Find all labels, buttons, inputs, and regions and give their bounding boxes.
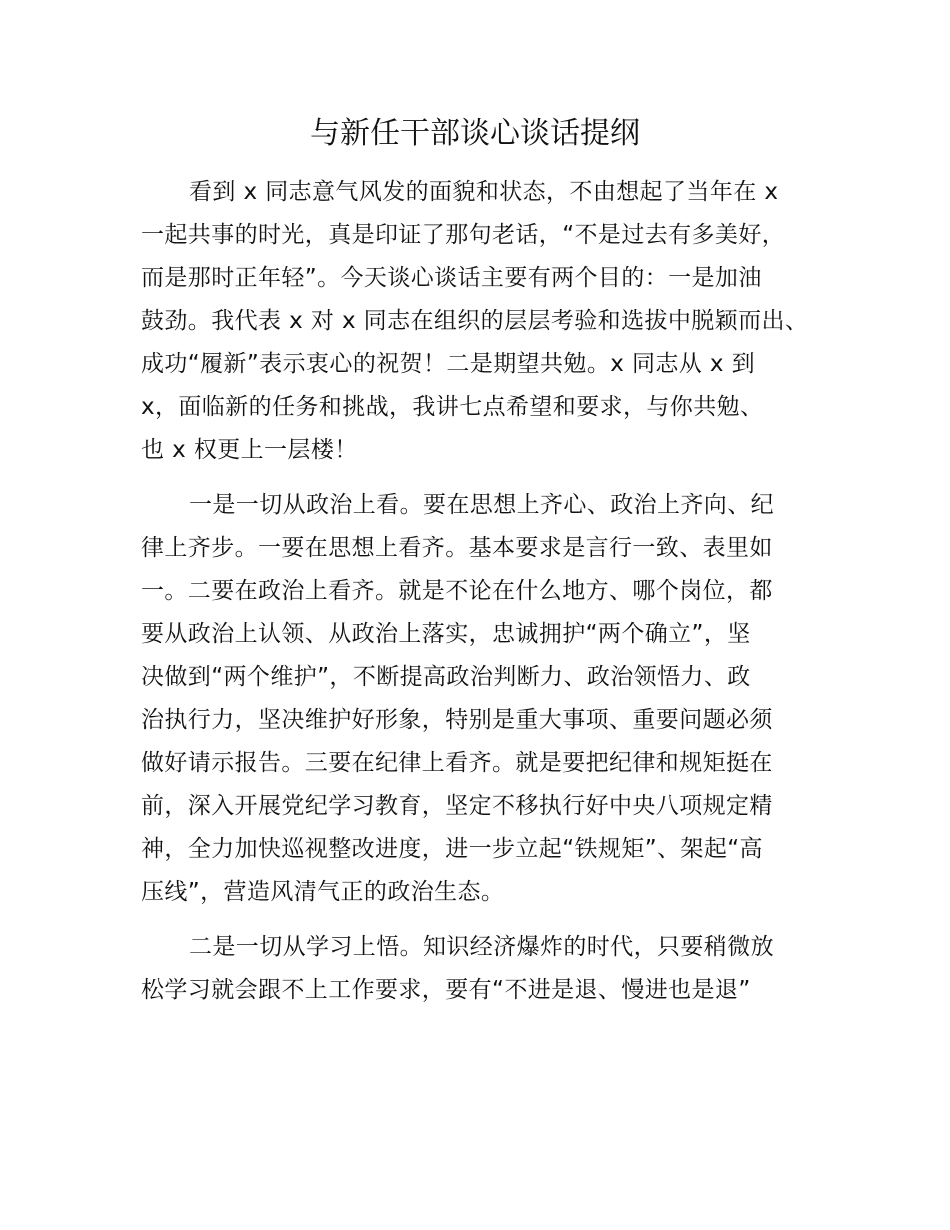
paragraph-1-line-1: 看到 x 同志意气风发的面貌和状态，不由想起了当年在 x (189, 179, 779, 205)
paragraph-3-line-2: 松学习就会跟不上工作要求，要有“不进是退、慢进也是退” (141, 977, 751, 1003)
paragraph-2-line-3: 一。二要在政治上看齐。就是不论在什么地方、哪个岗位，都 (141, 578, 773, 604)
paragraph-1-line-5: 成功“履新”表示衷心的祝贺！二是期望共勉。x 同志从 x 到 (141, 351, 755, 377)
paragraph-2-line-4: 要从政治上认领、从政治上落实，忠诚拥护“两个确立”，坚 (141, 621, 751, 647)
paragraph-2-line-2: 律上齐步。一要在思想上看齐。基本要求是言行一致、表里如 (141, 535, 773, 561)
paragraph-2-line-8: 前，深入开展党纪学习教育，坚定不移执行好中央八项规定精 (141, 793, 773, 819)
paragraph-2-line-1: 一是一切从政治上看。要在思想上齐心、政治上齐向、纪 (189, 492, 774, 518)
paragraph-3-line-1: 二是一切从学习上悟。知识经济爆炸的时代，只要稍微放 (189, 934, 774, 960)
paragraph-1-line-4: 鼓劲。我代表 x 对 x 同志在组织的层层考验和选拔中脱颖而出、 (141, 308, 809, 334)
paragraph-1-line-7: 也 x 权更上一层楼！ (141, 437, 358, 463)
paragraph-2-line-7: 做好请示报告。三要在纪律上看齐。就是要把纪律和规矩挺在 (141, 750, 773, 776)
paragraph-2-line-10: 压线”，营造风清气正的政治生态。 (141, 879, 505, 905)
paragraph-1-line-6: x，面临新的任务和挑战，我讲七点希望和要求，与你共勉、 (141, 394, 764, 420)
paragraph-2-line-9: 神，全力加快巡视整改进度，进一步立起“铁规矩”、架起“高 (141, 836, 763, 862)
paragraph-2-line-6: 治执行力，坚决维护好形象，特别是重大事项、重要问题必须 (141, 707, 773, 733)
paragraph-2-line-5: 决做到“两个维护”，不断提高政治判断力、政治领悟力、政 (141, 664, 751, 690)
paragraph-1-line-3: 而是那时正年轻”。今天谈心谈话主要有两个目的：一是加油 (141, 265, 762, 291)
paragraph-1-line-2: 一起共事的时光，真是印证了那句老话，“不是过去有多美好， (141, 222, 786, 248)
document-title: 与新任干部谈心谈话提纲 (310, 116, 640, 151)
